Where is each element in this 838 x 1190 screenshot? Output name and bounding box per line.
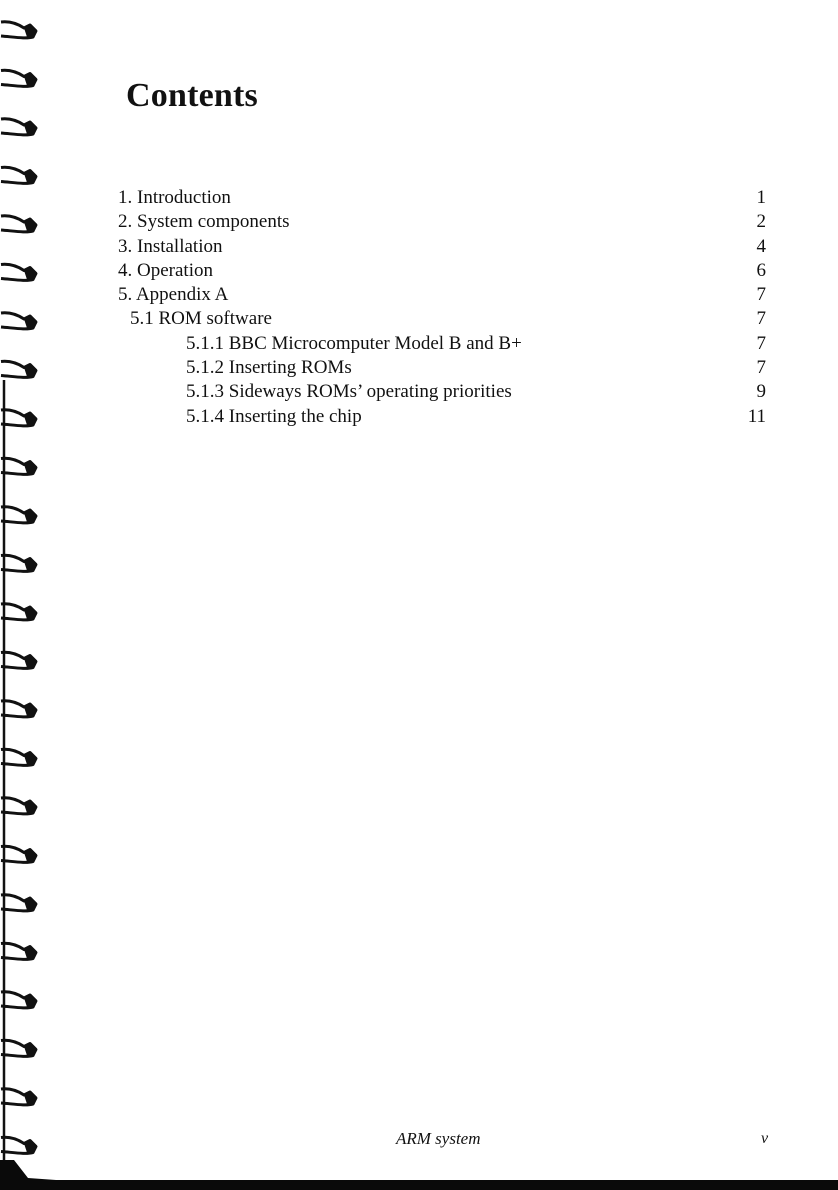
toc-entry-operation[interactable] bbox=[118, 259, 770, 283]
toc-entry-page: 7 bbox=[756, 284, 766, 306]
toc-entry-inserting-roms[interactable] bbox=[118, 356, 770, 380]
binding-ring bbox=[1, 507, 37, 523]
toc-entry-bbc-microcomputer[interactable] bbox=[118, 332, 770, 356]
toc-entry-label: 1. Introduction bbox=[118, 187, 231, 208]
binding-ring bbox=[1, 895, 37, 911]
binding-ring bbox=[1, 264, 37, 280]
toc-entry-installation[interactable] bbox=[118, 235, 770, 259]
toc-entry-page: 7 bbox=[756, 357, 766, 379]
binding-ring bbox=[1, 652, 37, 668]
binding-ring bbox=[1, 798, 37, 814]
toc-entry-label: 2. System components bbox=[118, 211, 290, 233]
page-bottom-edge bbox=[0, 1180, 838, 1190]
toc-entry-system-components[interactable] bbox=[118, 210, 770, 234]
table-of-contents bbox=[118, 186, 770, 429]
toc-entry-page: 6 bbox=[756, 259, 766, 281]
toc-entry-label: 5.1.3 Sideways ROMs’ operating priorities bbox=[186, 381, 512, 403]
binding-ring bbox=[1, 1089, 37, 1105]
binding-ring bbox=[1, 410, 37, 426]
toc-entry-label: 4. Operation bbox=[118, 259, 213, 281]
toc-entry-sideways-roms-priorities[interactable] bbox=[118, 380, 770, 404]
toc-entry-inserting-chip[interactable] bbox=[118, 405, 770, 429]
toc-entry-label: 5.1.2 Inserting ROMs bbox=[186, 357, 352, 379]
toc-entry-label: 5.1.1 BBC Microcomputer Model B and B+ bbox=[186, 332, 522, 354]
binding-ring bbox=[1, 313, 37, 329]
toc-entry-page: 1 bbox=[756, 187, 766, 208]
binding-ring bbox=[1, 943, 37, 959]
toc-entry-label: 5.1.4 Inserting the chip bbox=[186, 405, 362, 427]
binding-ring bbox=[1, 604, 37, 620]
toc-entry-label: 5.1 ROM software bbox=[130, 308, 272, 330]
toc-entry-appendix-a[interactable] bbox=[118, 283, 770, 307]
binding-ring bbox=[1, 22, 37, 38]
binding-ring bbox=[1, 1137, 37, 1153]
toc-entry-label: 5. Appendix A bbox=[118, 284, 229, 306]
footer-title: ARM system bbox=[396, 1129, 481, 1148]
binding-ring bbox=[1, 167, 37, 183]
binding-ring bbox=[1, 70, 37, 86]
toc-entry-page: 2 bbox=[756, 211, 766, 233]
toc-entry-page: 4 bbox=[756, 235, 766, 257]
footer-page-number: v bbox=[761, 1130, 769, 1147]
binding-ring bbox=[1, 361, 37, 377]
toc-entry-introduction[interactable] bbox=[118, 186, 770, 210]
toc-entry-page: 7 bbox=[756, 332, 766, 354]
toc-entry-page: 11 bbox=[747, 405, 766, 427]
binding-ring bbox=[1, 458, 37, 474]
binding-ring bbox=[1, 749, 37, 765]
toc-entry-page: 7 bbox=[756, 308, 766, 330]
binding-ring bbox=[1, 701, 37, 717]
binding-ring bbox=[1, 846, 37, 862]
page-title: Contents bbox=[126, 77, 258, 114]
binding-ring bbox=[1, 119, 37, 135]
binding-ring bbox=[1, 1040, 37, 1056]
binding-ring bbox=[1, 992, 37, 1008]
toc-entry-label: 3. Installation bbox=[118, 235, 223, 257]
spiral-binding bbox=[0, 0, 40, 1190]
binding-ring bbox=[1, 555, 37, 571]
toc-entry-page: 9 bbox=[756, 381, 766, 403]
toc-entry-rom-software[interactable] bbox=[118, 307, 770, 331]
binding-ring bbox=[1, 216, 37, 232]
